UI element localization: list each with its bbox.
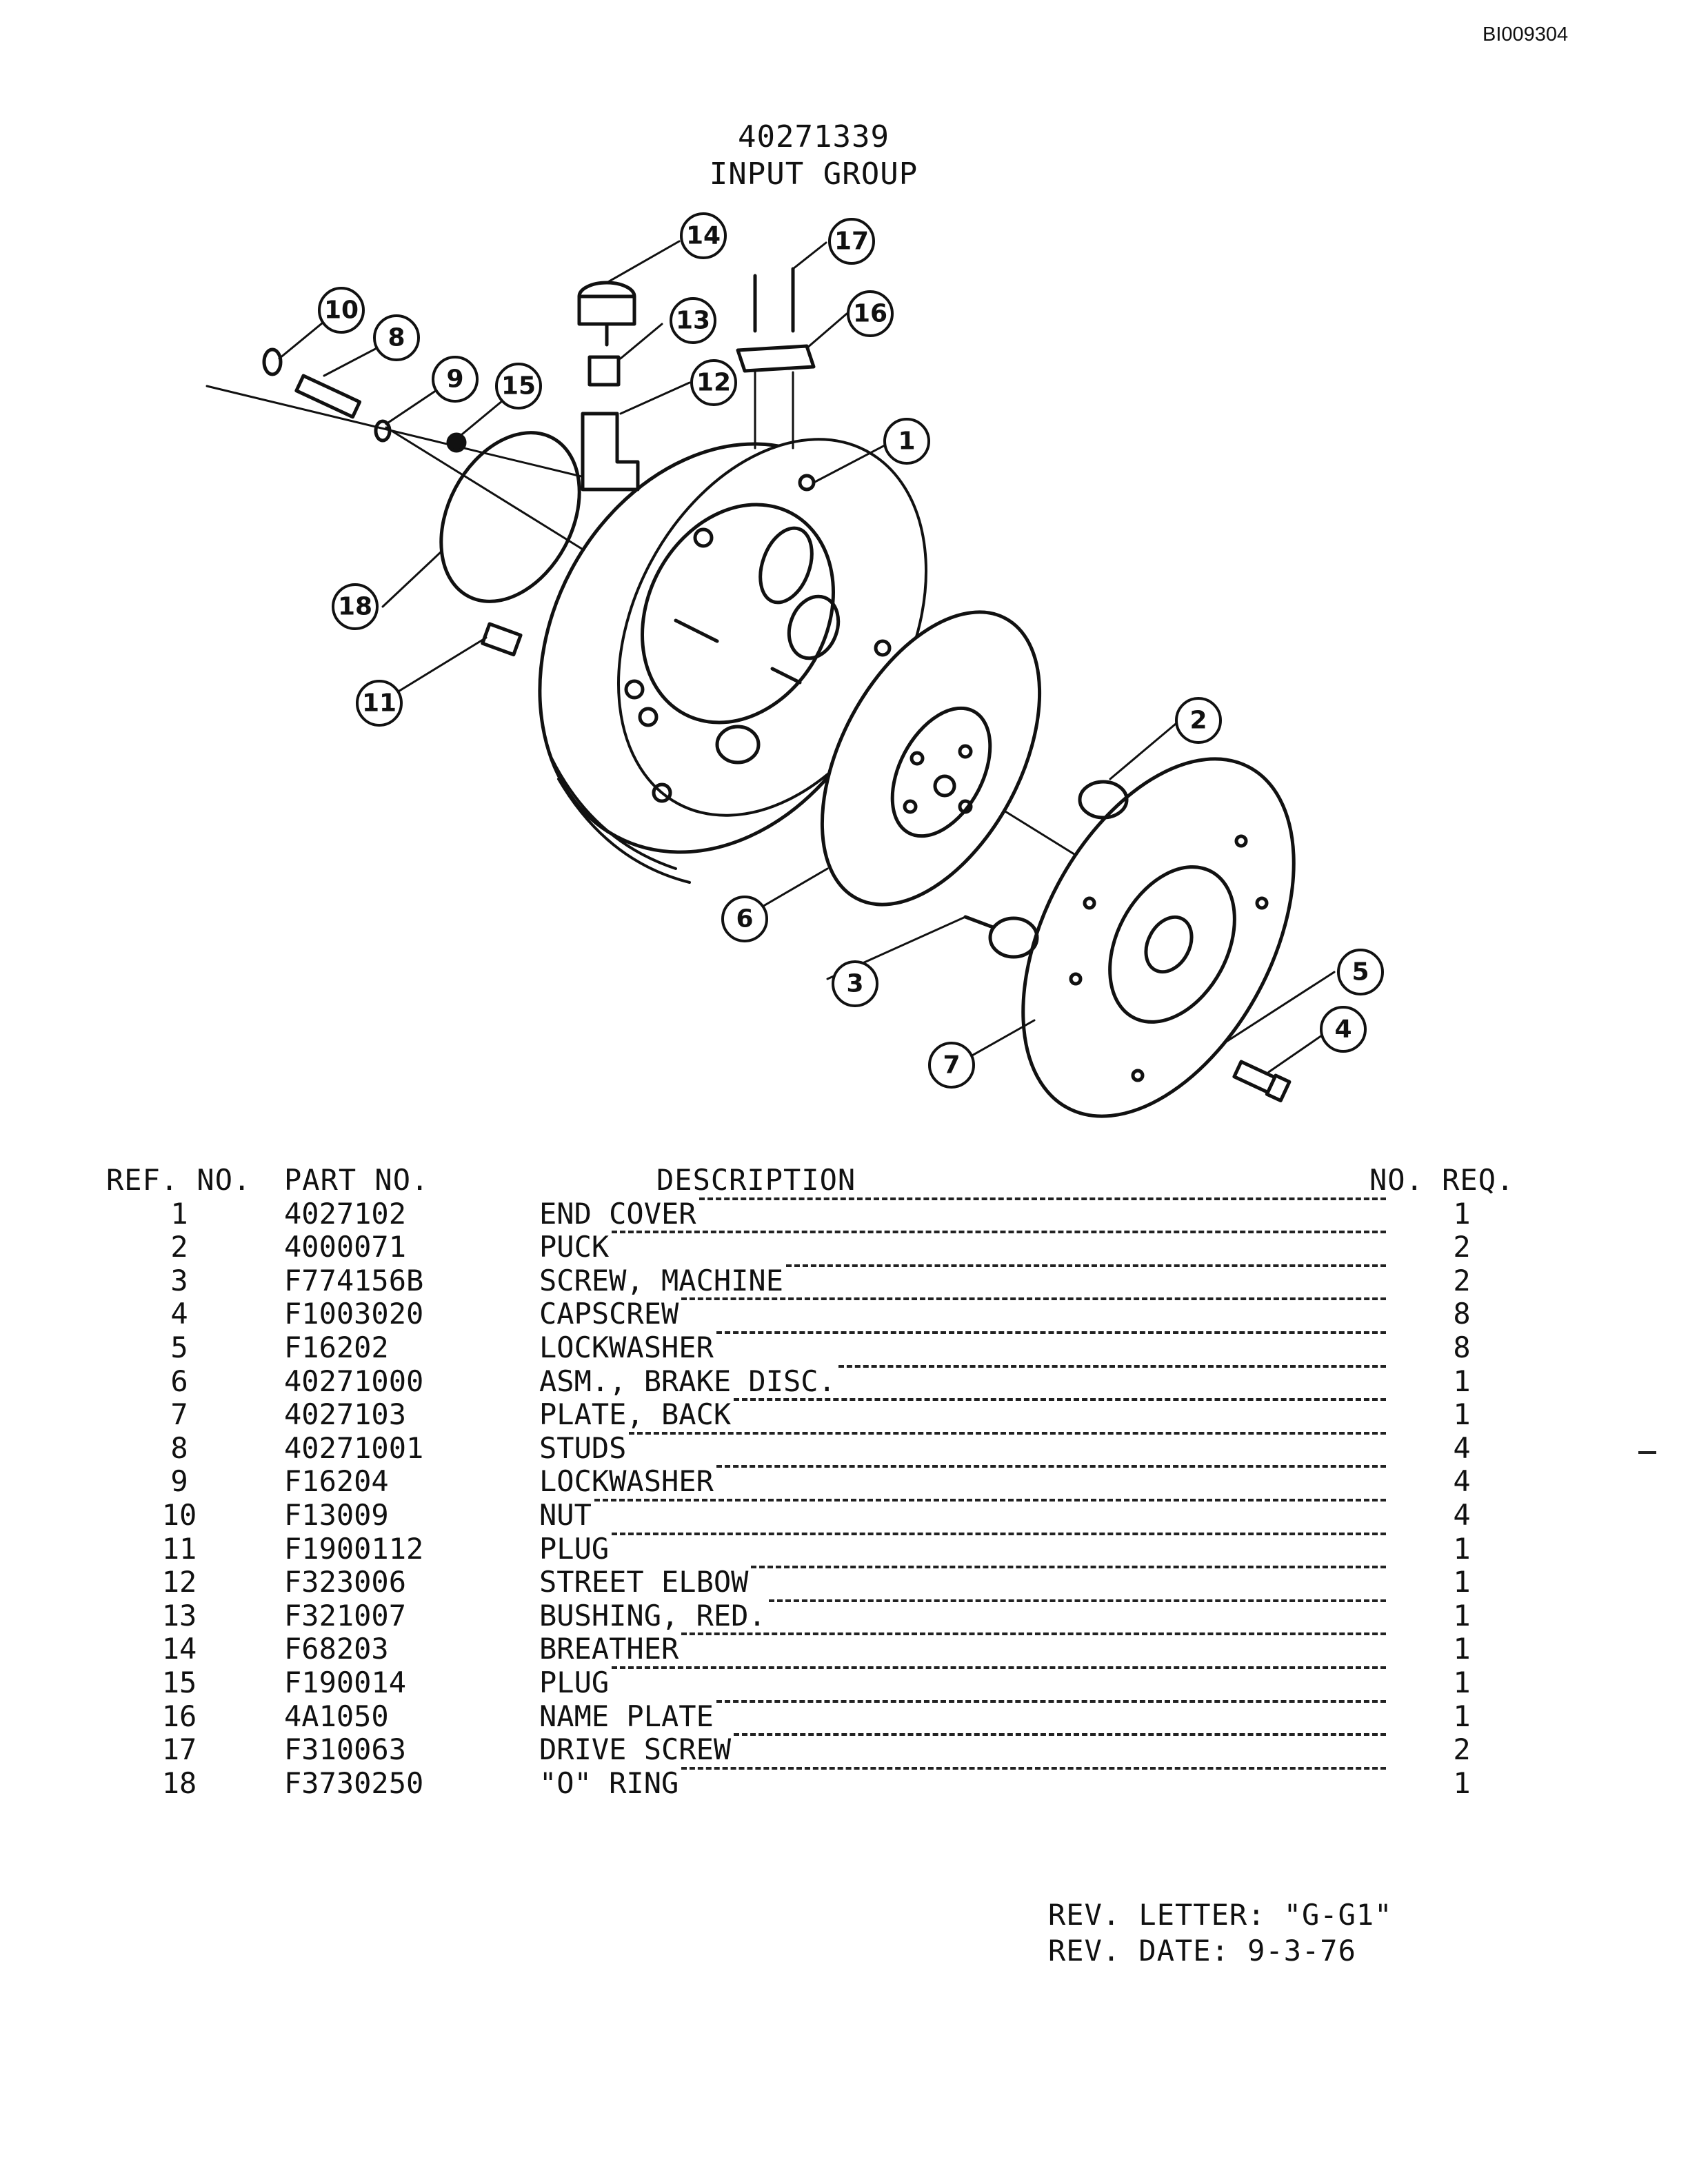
ref-no-cell: 3: [170, 1263, 188, 1297]
header-description: DESCRIPTION: [656, 1163, 856, 1197]
svg-text:10: 10: [323, 296, 359, 325]
table-row: [110, 1599, 1545, 1633]
parts-table: [106, 1163, 1545, 1800]
description-cell: CAPSCREW: [539, 1297, 679, 1331]
no-req-cell: 4: [1453, 1430, 1471, 1465]
part-no-cell: F323006: [284, 1565, 407, 1599]
part-no-cell: F3730250: [284, 1766, 424, 1800]
callout-1: [885, 419, 929, 463]
dotted-leader: [786, 1264, 1386, 1267]
dotted-leader: [612, 1231, 1386, 1233]
no-req-cell: 8: [1453, 1330, 1471, 1364]
table-row: [110, 1365, 1545, 1399]
part-no-cell: F310063: [284, 1732, 407, 1767]
svg-text:17: 17: [834, 227, 870, 256]
ref-no-cell: 16: [161, 1699, 197, 1733]
part-no-cell: F16202: [284, 1330, 389, 1364]
dotted-leader: [594, 1499, 1386, 1502]
part-no-cell: 4A1050: [284, 1699, 389, 1733]
revision-date: REV. DATE: 9-3-76: [1048, 1934, 1356, 1968]
description-cell: LOCKWASHER: [539, 1464, 714, 1499]
ref-no-cell: 14: [161, 1632, 197, 1666]
svg-text:1: 1: [898, 427, 916, 456]
table-row: [110, 1499, 1545, 1533]
table-row: [110, 1566, 1545, 1599]
table-row: [110, 1700, 1545, 1734]
header-part-no: PART NO.: [284, 1163, 430, 1197]
ref-no-cell: 15: [161, 1665, 197, 1699]
callout-2: [1176, 698, 1220, 742]
dotted-leader: [769, 1599, 1386, 1602]
no-req-cell: 1: [1453, 1364, 1471, 1398]
description-cell: NUT: [539, 1497, 592, 1532]
callout-10: [319, 288, 363, 332]
description-cell: SCREW, MACHINE: [539, 1263, 784, 1297]
callout-7: [930, 1043, 974, 1087]
description-cell: PLUG: [539, 1531, 610, 1566]
svg-text:9: 9: [446, 365, 464, 394]
table-header: [106, 1163, 1545, 1197]
no-req-cell: 1: [1453, 1196, 1471, 1231]
callout-5: [1338, 950, 1383, 994]
svg-text:6: 6: [736, 904, 754, 933]
no-req-cell: 2: [1453, 1263, 1471, 1297]
description-cell: PLUG: [539, 1665, 610, 1699]
svg-text:12: 12: [696, 368, 732, 397]
assembly-number: 40271339: [738, 119, 890, 154]
ref-no-cell: 12: [161, 1565, 197, 1599]
part-no-cell: F68203: [284, 1632, 389, 1666]
callout-18: [333, 585, 377, 629]
callout-8: [374, 316, 419, 360]
callout-13: [671, 299, 715, 343]
dotted-leader: [716, 1465, 1386, 1468]
svg-text:11: 11: [361, 689, 397, 718]
ref-no-cell: 6: [170, 1364, 188, 1398]
description-cell: END COVER: [539, 1196, 696, 1231]
description-cell: STUDS: [539, 1430, 627, 1465]
header-no-req: NO. REQ.: [1369, 1163, 1515, 1197]
table-row: [110, 1398, 1545, 1432]
dotted-leader: [716, 1331, 1386, 1334]
no-req-cell: 2: [1453, 1230, 1471, 1264]
ref-no-cell: 5: [170, 1330, 188, 1364]
callout-3: [833, 962, 877, 1006]
ref-no-cell: 2: [170, 1230, 188, 1264]
svg-text:3: 3: [846, 969, 864, 998]
part-no-cell: F1003020: [284, 1297, 424, 1331]
table-row: [110, 1767, 1545, 1801]
no-req-cell: 1: [1453, 1531, 1471, 1566]
document-id: BI009304: [1483, 23, 1569, 46]
ref-no-cell: 17: [161, 1732, 197, 1767]
table-row: [110, 1432, 1545, 1466]
edge-mark: [1638, 1451, 1656, 1454]
part-no-cell: F13009: [284, 1497, 389, 1532]
no-req-cell: 1: [1453, 1766, 1471, 1800]
description-cell: DRIVE SCREW: [539, 1732, 732, 1767]
svg-text:14: 14: [685, 221, 721, 250]
svg-text:4: 4: [1334, 1015, 1352, 1044]
table-row: [110, 1197, 1545, 1231]
ref-no-cell: 1: [170, 1196, 188, 1231]
no-req-cell: 1: [1453, 1598, 1471, 1632]
svg-text:8: 8: [388, 323, 405, 352]
dotted-leader: [699, 1197, 1386, 1200]
no-req-cell: 4: [1453, 1464, 1471, 1499]
description-cell: "O" RING: [539, 1766, 679, 1800]
description-cell: BUSHING, RED.: [539, 1598, 766, 1632]
ref-no-cell: 8: [170, 1430, 188, 1465]
dotted-leader: [681, 1297, 1386, 1300]
description-cell: PLATE, BACK: [539, 1397, 732, 1432]
header-ref-no: REF. NO.: [106, 1163, 252, 1197]
callout-6: [723, 897, 767, 941]
svg-text:13: 13: [675, 306, 711, 335]
callout-11: [357, 681, 401, 725]
table-row: [110, 1264, 1545, 1298]
table-row: [110, 1331, 1545, 1365]
no-req-cell: 4: [1453, 1497, 1471, 1532]
table-row: [110, 1465, 1545, 1499]
dotted-leader: [734, 1733, 1386, 1736]
description-cell: BREATHER: [539, 1632, 679, 1666]
description-cell: ASM., BRAKE DISC.: [539, 1364, 836, 1398]
puck-upper: [1080, 782, 1127, 818]
svg-text:5: 5: [1352, 958, 1369, 987]
svg-text:18: 18: [337, 592, 373, 621]
table-row: [110, 1533, 1545, 1566]
description-cell: PUCK: [539, 1230, 610, 1264]
svg-text:16: 16: [852, 299, 888, 328]
no-req-cell: 1: [1453, 1665, 1471, 1699]
svg-text:7: 7: [943, 1051, 961, 1080]
dotted-leader: [681, 1632, 1386, 1635]
table-row: [110, 1733, 1545, 1767]
description-cell: NAME PLATE: [539, 1699, 714, 1733]
puck-lower: [990, 918, 1037, 957]
table-row: [110, 1231, 1545, 1264]
assembly-name: INPUT GROUP: [709, 156, 918, 192]
part-no-cell: 4027103: [284, 1397, 407, 1432]
ref-no-cell: 18: [161, 1766, 197, 1800]
revision-letter: REV. LETTER: "G-G1": [1048, 1898, 1393, 1932]
svg-text:2: 2: [1189, 706, 1207, 735]
dotted-leader: [838, 1365, 1386, 1368]
callout-16: [848, 292, 892, 336]
part-no-cell: F16204: [284, 1464, 389, 1499]
ref-no-cell: 13: [161, 1598, 197, 1632]
no-req-cell: 2: [1453, 1732, 1471, 1767]
back-plate: [967, 714, 1349, 1144]
dotted-leader: [716, 1700, 1386, 1703]
callout-12: [692, 361, 736, 405]
description-cell: STREET ELBOW: [539, 1565, 749, 1599]
table-row: [110, 1632, 1545, 1666]
no-req-cell: 1: [1453, 1699, 1471, 1733]
part-no-cell: 40271001: [284, 1430, 424, 1465]
part-no-cell: F1900112: [284, 1531, 424, 1566]
revision-block: [1048, 1897, 1392, 1969]
ref-no-cell: 9: [170, 1464, 188, 1499]
no-req-cell: 1: [1453, 1565, 1471, 1599]
part-no-cell: F190014: [284, 1665, 407, 1699]
part-no-cell: F774156B: [284, 1263, 424, 1297]
no-req-cell: 1: [1453, 1632, 1471, 1666]
svg-text:15: 15: [501, 372, 536, 401]
callout-9: [433, 357, 477, 401]
table-row: [110, 1666, 1545, 1700]
dotted-leader: [612, 1533, 1386, 1535]
no-req-cell: 1: [1453, 1397, 1471, 1432]
no-req-cell: 8: [1453, 1297, 1471, 1331]
callout-4: [1321, 1007, 1365, 1051]
dotted-leader: [751, 1566, 1386, 1568]
callout-14: [681, 214, 725, 258]
dotted-leader: [734, 1398, 1386, 1401]
ref-no-cell: 4: [170, 1297, 188, 1331]
dotted-leader: [681, 1767, 1386, 1770]
dotted-leader: [612, 1666, 1386, 1669]
part-no-cell: 40271000: [284, 1364, 424, 1398]
ref-no-cell: 10: [161, 1497, 197, 1532]
callout-15: [496, 364, 541, 408]
part-no-cell: 4027102: [284, 1196, 407, 1231]
part-no-cell: F321007: [284, 1598, 407, 1632]
table-row: [110, 1297, 1545, 1331]
description-cell: LOCKWASHER: [539, 1330, 714, 1364]
ref-no-cell: 7: [170, 1397, 188, 1432]
part-no-cell: 4000071: [284, 1230, 407, 1264]
ref-no-cell: 11: [161, 1531, 197, 1566]
dotted-leader: [629, 1432, 1386, 1435]
callout-17: [830, 219, 874, 263]
